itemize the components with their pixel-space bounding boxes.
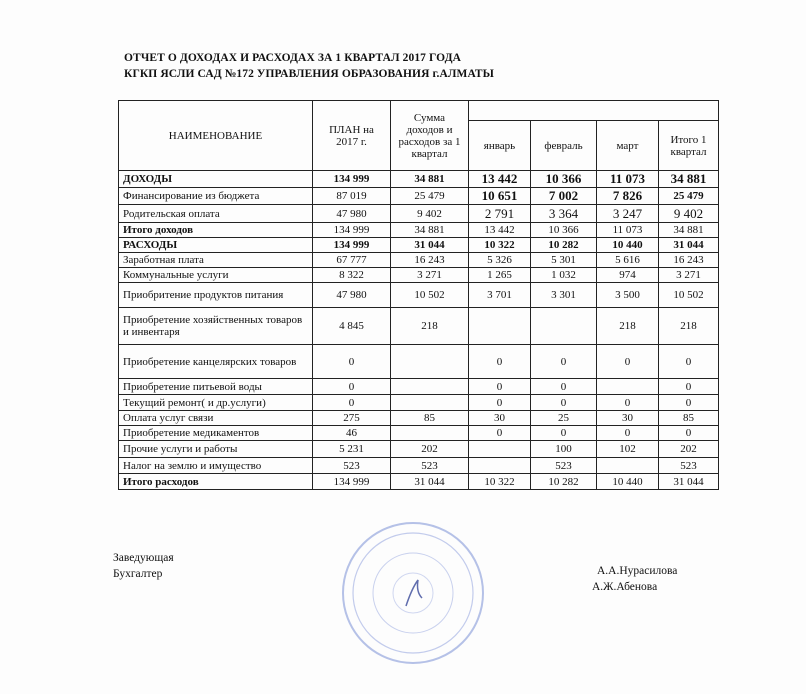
cell-jan: 0 bbox=[469, 426, 531, 441]
row-label: РАСХОДЫ bbox=[119, 238, 313, 253]
cell-total: 34 881 bbox=[659, 223, 719, 238]
cell-total: 3 271 bbox=[659, 268, 719, 283]
cell-mar: 30 bbox=[597, 411, 659, 426]
cell-jan: 30 bbox=[469, 411, 531, 426]
cell-total: 85 bbox=[659, 411, 719, 426]
cell-feb: 5 301 bbox=[531, 253, 597, 268]
cell-feb: 25 bbox=[531, 411, 597, 426]
cell-sum: 25 479 bbox=[391, 188, 469, 205]
table-row bbox=[119, 458, 719, 474]
header-spacer bbox=[469, 101, 719, 121]
row-label: Оплата услуг связи bbox=[119, 411, 313, 426]
table-row bbox=[119, 426, 719, 441]
table-row bbox=[119, 268, 719, 283]
cell-total: 0 bbox=[659, 345, 719, 379]
cell-total: 25 479 bbox=[659, 188, 719, 205]
cell-mar: 0 bbox=[597, 395, 659, 411]
cell-plan: 67 777 bbox=[313, 253, 391, 268]
header-mar: март bbox=[597, 121, 659, 171]
official-stamp bbox=[338, 518, 488, 668]
cell-jan: 0 bbox=[469, 345, 531, 379]
cell-jan: 10 322 bbox=[469, 238, 531, 253]
cell-mar: 0 bbox=[597, 345, 659, 379]
cell-mar bbox=[597, 458, 659, 474]
cell-feb: 10 282 bbox=[531, 474, 597, 490]
cell-plan: 0 bbox=[313, 379, 391, 395]
cell-plan: 0 bbox=[313, 345, 391, 379]
cell-sum: 9 402 bbox=[391, 205, 469, 223]
cell-plan: 523 bbox=[313, 458, 391, 474]
cell-mar: 10 440 bbox=[597, 238, 659, 253]
row-label: Родительская оплата bbox=[119, 205, 313, 223]
table-row bbox=[119, 253, 719, 268]
table-row bbox=[119, 283, 719, 308]
cell-total: 31 044 bbox=[659, 474, 719, 490]
row-label: Приобретение медикаментов bbox=[119, 426, 313, 441]
cell-feb bbox=[531, 308, 597, 345]
cell-jan: 2 791 bbox=[469, 205, 531, 223]
table-row bbox=[119, 441, 719, 458]
cell-mar: 3 247 bbox=[597, 205, 659, 223]
cell-total: 10 502 bbox=[659, 283, 719, 308]
cell-jan bbox=[469, 458, 531, 474]
cell-plan: 47 980 bbox=[313, 205, 391, 223]
cell-mar: 10 440 bbox=[597, 474, 659, 490]
table-row bbox=[119, 205, 719, 223]
cell-feb: 10 366 bbox=[531, 171, 597, 188]
row-label: Приобретение хозяйственных товаров и инвентаря bbox=[119, 308, 313, 345]
header-plan: ПЛАН на 2017 г. bbox=[313, 101, 391, 171]
row-label: Приобритение продуктов питания bbox=[119, 283, 313, 308]
cell-total: 202 bbox=[659, 441, 719, 458]
table-row bbox=[119, 395, 719, 411]
cell-total: 16 243 bbox=[659, 253, 719, 268]
cell-sum bbox=[391, 395, 469, 411]
cell-plan: 8 322 bbox=[313, 268, 391, 283]
row-label: Приобретение канцелярских товаров bbox=[119, 345, 313, 379]
cell-total: 0 bbox=[659, 395, 719, 411]
cell-plan: 5 231 bbox=[313, 441, 391, 458]
cell-sum: 218 bbox=[391, 308, 469, 345]
cell-sum: 16 243 bbox=[391, 253, 469, 268]
cell-mar bbox=[597, 379, 659, 395]
table-row bbox=[119, 223, 719, 238]
report-table bbox=[118, 100, 719, 490]
cell-plan: 47 980 bbox=[313, 283, 391, 308]
cell-sum: 34 881 bbox=[391, 171, 469, 188]
cell-total: 218 bbox=[659, 308, 719, 345]
cell-plan: 0 bbox=[313, 395, 391, 411]
cell-jan: 5 326 bbox=[469, 253, 531, 268]
cell-mar: 7 826 bbox=[597, 188, 659, 205]
cell-mar: 0 bbox=[597, 426, 659, 441]
cell-sum: 202 bbox=[391, 441, 469, 458]
cell-jan: 1 265 bbox=[469, 268, 531, 283]
cell-sum bbox=[391, 345, 469, 379]
cell-sum: 31 044 bbox=[391, 474, 469, 490]
row-label: Приобретение питьевой воды bbox=[119, 379, 313, 395]
cell-jan: 3 701 bbox=[469, 283, 531, 308]
cell-sum: 85 bbox=[391, 411, 469, 426]
cell-jan bbox=[469, 308, 531, 345]
header-sum: Сумма доходов и расходов за 1 квартал bbox=[391, 101, 469, 171]
cell-feb: 7 002 bbox=[531, 188, 597, 205]
cell-sum: 10 502 bbox=[391, 283, 469, 308]
cell-jan: 10 651 bbox=[469, 188, 531, 205]
cell-mar: 5 616 bbox=[597, 253, 659, 268]
table-row bbox=[119, 474, 719, 490]
cell-mar: 3 500 bbox=[597, 283, 659, 308]
accountant-name: А.Ж.Абенова bbox=[592, 581, 658, 593]
cell-total: 0 bbox=[659, 426, 719, 441]
cell-plan: 46 bbox=[313, 426, 391, 441]
row-label: Коммунальные услуги bbox=[119, 268, 313, 283]
cell-feb: 10 366 bbox=[531, 223, 597, 238]
cell-total: 0 bbox=[659, 379, 719, 395]
header-feb: февраль bbox=[531, 121, 597, 171]
cell-jan: 0 bbox=[469, 379, 531, 395]
row-label: Итого доходов bbox=[119, 223, 313, 238]
cell-total: 9 402 bbox=[659, 205, 719, 223]
cell-plan: 275 bbox=[313, 411, 391, 426]
cell-plan: 134 999 bbox=[313, 223, 391, 238]
report-title-line1: ОТЧЕТ О ДОХОДАХ И РАСХОДАХ ЗА 1 КВАРТАЛ 2017 ГОДА bbox=[124, 52, 462, 64]
cell-feb: 0 bbox=[531, 395, 597, 411]
cell-feb: 100 bbox=[531, 441, 597, 458]
row-label: Итого расходов bbox=[119, 474, 313, 490]
cell-sum: 34 881 bbox=[391, 223, 469, 238]
cell-jan: 13 442 bbox=[469, 171, 531, 188]
report-title-line2: КГКП ЯСЛИ САД №172 УПРАВЛЕНИЯ ОБРАЗОВАНИЯ г.АЛМАТЫ bbox=[124, 68, 495, 80]
cell-sum: 31 044 bbox=[391, 238, 469, 253]
cell-feb: 3 301 bbox=[531, 283, 597, 308]
cell-mar: 11 073 bbox=[597, 171, 659, 188]
head-title: Заведующая bbox=[113, 552, 174, 564]
head-name: А.А.Нурасилова bbox=[597, 565, 678, 577]
cell-sum: 523 bbox=[391, 458, 469, 474]
cell-total: 523 bbox=[659, 458, 719, 474]
table-row bbox=[119, 238, 719, 253]
cell-jan bbox=[469, 441, 531, 458]
cell-jan: 13 442 bbox=[469, 223, 531, 238]
header-total: Итого 1 квартал bbox=[659, 121, 719, 171]
cell-feb: 10 282 bbox=[531, 238, 597, 253]
cell-mar: 102 bbox=[597, 441, 659, 458]
row-label: Заработная плата bbox=[119, 253, 313, 268]
cell-jan: 0 bbox=[469, 395, 531, 411]
cell-sum: 3 271 bbox=[391, 268, 469, 283]
cell-plan: 87 019 bbox=[313, 188, 391, 205]
cell-total: 31 044 bbox=[659, 238, 719, 253]
row-label: Текущий ремонт( и др.услуги) bbox=[119, 395, 313, 411]
cell-plan: 134 999 bbox=[313, 171, 391, 188]
row-label: Налог на землю и имущество bbox=[119, 458, 313, 474]
table-row bbox=[119, 308, 719, 345]
cell-feb: 1 032 bbox=[531, 268, 597, 283]
cell-plan: 4 845 bbox=[313, 308, 391, 345]
table-row bbox=[119, 171, 719, 188]
cell-plan: 134 999 bbox=[313, 474, 391, 490]
cell-sum bbox=[391, 426, 469, 441]
cell-feb: 0 bbox=[531, 345, 597, 379]
row-label: Финансирование из бюджета bbox=[119, 188, 313, 205]
header-jan: январь bbox=[469, 121, 531, 171]
cell-mar: 11 073 bbox=[597, 223, 659, 238]
cell-jan: 10 322 bbox=[469, 474, 531, 490]
row-label: ДОХОДЫ bbox=[119, 171, 313, 188]
cell-feb: 0 bbox=[531, 379, 597, 395]
table-row bbox=[119, 411, 719, 426]
cell-feb: 0 bbox=[531, 426, 597, 441]
header-name: НАИМЕНОВАНИЕ bbox=[119, 101, 313, 171]
cell-total: 34 881 bbox=[659, 171, 719, 188]
cell-feb: 3 364 bbox=[531, 205, 597, 223]
row-label: Прочие услуги и работы bbox=[119, 441, 313, 458]
table-row bbox=[119, 188, 719, 205]
table-row bbox=[119, 345, 719, 379]
cell-sum bbox=[391, 379, 469, 395]
cell-mar: 218 bbox=[597, 308, 659, 345]
accountant-title: Бухгалтер bbox=[113, 568, 163, 580]
cell-feb: 523 bbox=[531, 458, 597, 474]
cell-mar: 974 bbox=[597, 268, 659, 283]
cell-plan: 134 999 bbox=[313, 238, 391, 253]
table-row bbox=[119, 379, 719, 395]
